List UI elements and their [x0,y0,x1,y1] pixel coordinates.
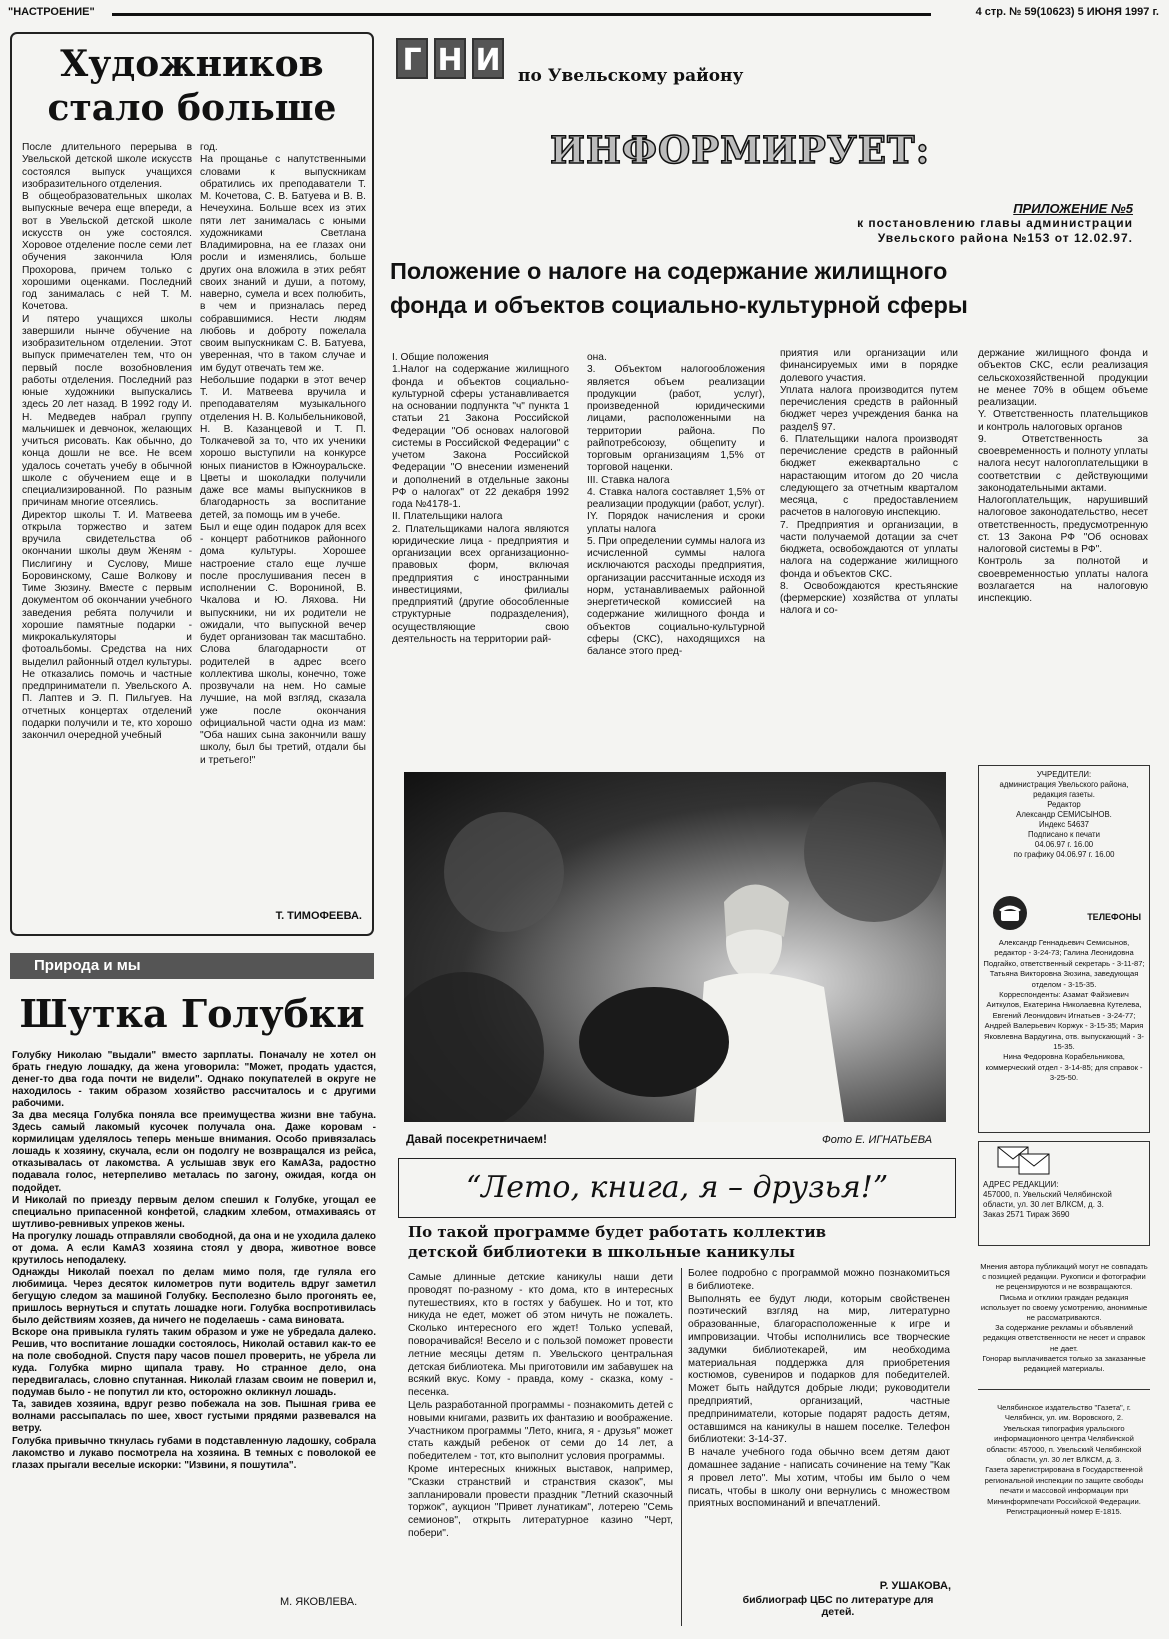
photo-hair [724,885,789,938]
phone-icon [993,896,1027,930]
nature-author: М. ЯКОВЛЕВА. [280,1596,358,1608]
newspaper-name: "НАСТРОЕНИЕ" [8,6,95,18]
artists-column-1: После длительного перерыва в Увельской детской школе искусств состоялся выпуск учащихся изобразительного отделения. В общеобразовательных школах выпускные вечера еще впереди, а вот в Увельской детской школе искусств он уже состоялся. Хоровое отделение после семи лет обучения закончила Юля Прохорова, причем только с хорошими оценками. Последний год занималась с ней Т. М. Кочетова. И пятеро учащихся школы завершили нынче обучение на изобразительном отделении. Этот выпуск примечателен тем, что он первый после возобновления работы отделения. Последний раз юные художники выпускались здесь 20 лет назад. В 1992 году И. Н. Медведев набрал группу мальчишек и девчонок, желающих учиться рисовать. Как обычно, до конца дошли не все. Не всем удалось сочетать учебу в обычной школе с обучением еще и в специализированной. По разным причинам многие отсеялись. Директор школы Т. И. Матвеева открыла торжество и затем вручила свидетельства об окончании школы двум Женям - Пислигину и Суслову, Мише Боровинскому, Саше Волкову и Тиме Зюзину. Вместе с первым документом об окончании учебного заведения ребята получили и хорошие памятные подарки - микрокалькуляторы и фотоальбомы. Средства на них выделил районный отдел культуры. Не отказались помочь и частные предприниматели п. Увельского А. П. Лаптев и Э. П. Пильгуев. На отчетных концертах отделений подарки получили и те, кто хорошо закончил очередной учебный [22,142,192,741]
phones-label: ТЕЛЕФОНЫ [1087,912,1141,922]
policy-text: Мнения автора публикаций могут не совпадать с позицией редакции. Рукописи и фотографии не рецензируются и не возвращаются. Письма и отклики граждан редакция использует по своему усмотрению, анонимные не рассматриваются. За содержание рекламы и объявлений редакция ответственности не несет и справок не дает. Гонорар выплачивается только за заказанные редакцией материалы. [980,1262,1148,1374]
appendix-label: ПРИЛОЖЕНИЕ №5 [1013,201,1133,216]
nature-body: Голубку Николаю "выдали" вместо зарплаты. Поначалу не хотел он брать гнедую лошадку, да жена уговорила: "Может, продать удастся, денег-то два года почти не видели". Однако покупателей в округе не находилось - таким образом хозяйство рассчиталось и с другими рабочими. За два месяца Голубка поняла все преимущества жизни вне табуна. Здесь самый лакомый кусочек получала она. Даже коровам - кормилицам уделялось теперь меньше внимания. Особо привязалась лошадь к хозяину, скучала, если он подолгу не возвращался из рейса, отказывалась от лакомства. А услышав звук его КамАЗа, радостно подавала голос, нетерпеливо металась по загону, ожидая, когда он подойдет. И Николай по приезду первым делом спешил к Голубке, угощал ее специально припасенной конфетой, сладким хлебом, отмахиваясь от шутливо-ревнивых упреков жены. На прогулку лошадь отправляли свободной, да она и не уходила далеко от дома. А если КамАЗ хозяина стоял у двора, животное вовсе крутилось неподалеку. Однажды Николай поехал по делам мимо поля, где гуляла его любимица. Через десяток километров пути водитель вдруг заметил бегущую следом за машиной Голубку. Бесполезно было прогонять ее, пришлось вернуться и спутать лошадке ноги. Голубка воспротивилась было действиям хозяев, да ничего не поделаешь - сама виновата. Вскоре она привыкла гулять таким образом и уже не убредала далеко. Решив, что воспитание лошадки состоялось, Николай оставил как-то ее на поле свободной. Спустя пару часов пошел проверить, не убрела ли куда. Голубка мирно щипала траву. Но странное дело, она передвигалась, словно спутанная. Николай глазам своим не поверил и, подумав было - не попутил ли кто, осторожно окликнул лошадь. Та, завидев хозяина, вдруг резво побежала на зов. Пышная грива ее волнами рассыпалась по шее, хвост густыми прядями развевался на ветру. Голубка привычно ткнулась губами в подставленную ладошку, собрала лакомство и лукаво посмотрела на хозяина. В темных с поволокой ее глазах прыгали веселые искорки: "Извини, я пошутила". [12,1050,376,1471]
photo-illustration [404,772,946,1122]
artists-column-2: год. На прощанье с напутственными словами к выпускникам обратились их преподаватели Т. М. Кочетова, С. В. Батуева и В. В. Нечеухина. Больше всех из этих пяти лет занималась с юными художниками Светлана Владимировна, на ее глазах они росли и изменялись, больше других она вложила в этих ребят своих знаний и души, а потому, наверно, сумела и всех полюбить, в чем и призналась перед собравшимися. Нести людям любовь и доброту пожелала своим выпускникам С. В. Батуева, уверенная, что в таком случае и им будут отвечать тем же. Небольшие подарки в этот вечер Т. И. Матвеева вручила и преподавателям музыкального отделения Н. В. Колыбельниковой, Н. В. Казанцевой и Т. П. Толкачевой за то, что их ученики хорошо выступили на конкурсе юных пианистов в Южноуральске. Цветы и шоколадки получили даже все мамы выпускников в благодарность за воспитание детей, за помощь им в учебе. Был и еще один подарок для всех - концерт работников районного дома культуры. Хорошее настроение стало еще лучше после прослушивания песен в исполнении С. Ворониной, В. Чкалова и Ю. Ляхова. Ни выпускники, ни их родители не ожидали, что выпускной вечер будет организован так масштабно. Слова благодарности от родителей в адрес всего коллектива школы, конечно, тоже прозвучали на нем. Но самые лучшие, на мой взгляд, сказала уже после окончания официальной части одна из мам: "Оба наших сына закончили вашу школу, был бы третий, отдали бы и третьего!" [200,142,366,766]
artists-title: Художников стало больше [47,43,337,129]
founders-text: УЧРЕДИТЕЛИ: администрация Увельского района, редакция газеты. Редактор Александр СЕМИСЫНОВ. Индекс 54637 Подписано к печати 04.06.97 г. 16.00 по графику 04.06.97 г. 16.00 [999,770,1129,859]
regulation-column-1: I. Общие положения 1.Налог на содержание жилищного фонда и объектов социально-культурной сферы устанавливается на основании подпункта "ч" пункта 1 статьи 21 Закона Российской Федерации "Об основах налоговой системы в Российской Федерации" с учетом Закона Российской Федерации "О внесении изменений и дополнений в отдельные законы РФ о налогах" от 22 декабря 1992 года №4178-1. II. Плательщики налога 2. Плательщиками налога являются юридические лица - предприятия и организации всех организационно-правовых форм, включая предприятия с иностранными инвестициями, филиалы предприятий (другие обособленные структурные подразделения), осуществляющие свою деятельность на территории рай- [392,352,569,645]
photo-dog [579,987,729,1097]
regulation-column-2: она. 3. Объектом налогообложения является объем реализации продукции (работ, услуг), произведенной юридическими лицами, расположенными на территории района. По райпотребсоюзу, общепиту и торговым организациям 1,5% от торговой наценки. III. Ставка налога 4. Ставка налога составляет 1,5% от реализации продукции (работ, услуг). IY. Порядок начисления и сроки уплаты налога 5. При определении суммы налога из исчисленной суммы налога исключаются расходы предприятия, организации рассчитанные исходя из норм, устанавливаемых районной энергетической комиссией на содержание жилищного фонда и объектов социально-культурной сферы (СКС), находящихся на балансе этого пред- [587,352,765,657]
founders-box [978,765,1150,1133]
issue-info: 4 стр. № 59(10623) 5 ИЮНЯ 1997 г. [975,6,1159,18]
photo-girl-with-dog [404,772,946,1122]
artists-article [10,32,374,936]
gni-letter-g: Г [396,38,428,79]
envelope-icon [997,1146,1053,1176]
artists-author: Т. ТИМОФЕЕВА. [275,910,362,922]
nature-title: Шутка Голубки [19,991,365,1036]
address-text: АДРЕС РЕДАКЦИИ: 457000, п. Увельский Челябинской области, ул. 30 лет ВЛКСМ, д. 3. Заказ 2571 Тираж 3690 [983,1180,1112,1219]
header-rule [112,13,931,16]
rubric-bar: Природа и мы [10,953,374,979]
library-author: Р. УШАКОВА, [879,1580,951,1592]
library-title: “Лето, книга, я – друзья!” [465,1170,889,1205]
library-author-role: библиограф ЦБС по литературе для детей. [742,1594,934,1618]
regulation-column-4: держание жилищного фонда и объектов СКС, если реализация сельскохозяйственной продукции не менее 70% в общем объеме реализации. Y. Ответственность плательщиков и контроль налоговых органов 9. Ответственность за своевременность и полноту уплаты налога несут налогоплательщики в соответствии с действующими законодательными актами. Налогоплательщик, нарушивший налоговое законодательство, несет ответственность, предусмотренную ст. 13 Закона РФ "Об основах налоговой системы в РФ". Контроль за полнотой и своевременностью уплаты налога возлагается на налоговую инспекцию. [978,348,1148,604]
imprint-rule [978,1389,1150,1390]
library-column-2: Более подробно с программой можно познакомиться в библиотеке. Выполнять ее будут люди, которым свойственен поэтический взгляд на мир, литературно образованные, благорасположенные к игре и импровизации. Чтобы исполнились все творческие задумки библиотекарей, им необходима материальная поддержка для приобретения костюмов, сувениров и подарков для победителей. Может быть найдутся добрые люди; руководители предприятий, организаций, частные предприниматели, которые подарят радость детям, оставшимся на каникулы в нашем поселке. Телефон библиотеки: 3-14-37. В начале учебного года обычно всем детям дают домашнее задание - написать сочинение на тему "Как я провел лето". Мы хотим, чтобы им было о чем писать, чтобы в школу они вернулись с множеством приятных воспоминаний и впечатлений. [688,1268,950,1510]
printing-text: Челябинское издательство "Газета", г. Челябинск, ул. им. Воровского, 2. Увельская типография уральского информационного центра Челябинской области: 457000, п. Увельский Челябинской области, ул. 30 лет ВЛКСМ, д. 3. Газета зарегистрирована в Государственной региональной инспекции по защите свободы печати и массовой информации при Мининформпечати Российской Федерации. Регистрационный номер Е-1815. [984,1403,1144,1517]
photo-caption: Давай посекретничаем! [406,1132,547,1146]
photo-credit: Фото Е. ИГНАТЬЕВА [822,1134,933,1146]
gni-letter-n: Н [434,38,466,79]
regulation-column-3: приятия или организации или финансируемых ими в порядке долевого участия. Уплата налога производится путем перечисления средств в районный бюджет через учреждения банка на раздел§ 97. 6. Плательщики налога производят перечисление средств в районный бюджет ежеквартально с нарастающим итогом до 20 числа следующего за отчетным кварталом месяца, с предоставлением расчетов в налоговую инспекцию. 7. Предприятия и организации, в части получаемой дотации за счет бюджета, освобождаются от уплаты налога на содержание жилищного фонда и объектов СКС. 8. Освобождаются крестьянские (фермерские) хозяйства от уплаты налога и со- [780,348,958,617]
gni-logo [396,38,504,79]
regulation-title: Положение о налоге на содержание жилищного фонда и объектов социально-культурной сферы [390,258,968,318]
gni-district: по Увельскому району [518,66,744,86]
library-subtitle: По такой программе будет работать коллектив детской библиотеки в школьные каникулы [408,1223,827,1261]
gni-informs: ИНФОРМИРУЕТ: [550,128,931,172]
library-title-box [398,1158,956,1218]
phones-text: Александр Геннадьевич Семисынов, редактор - 3-24-73; Галина Леонидовна Подгайко, ответственный секретарь - 3-11-87; Татьяна Викторовна Зюзина, заведующая отделом - 3-15-35. Корреспонденты: Азамат Файзиевич Аиткулов, Екатерина Николаевна Кутелева, Евгений Леонидович Игнатьев - 3-24-77; Андрей Валерьевич Коржук - 3-15-35; Мария Яковлевна Вардугина, отв. выпускающий - 3-15-35. Нина Федоровна Корабельникова, коммерческий отдел - 3-14-85; для справок - 3-25-50. [983,938,1145,1083]
gni-letter-i: И [472,38,504,79]
address-box [978,1141,1150,1246]
library-column-1: Самые длинные детские каникулы наши дети проводят по-разному - кто дома, кто в интересных путешествиях, кто в гостях у бабушек. Но и тот, кто никуда не едет, может об этом ничуть не пожалеть. Сколько интересного его ждет! Только успевай, поворачивайся! Весело и с пользой поможет провести летние месяцы детям п. Увельского центральная детская библиотека. Мы приготовили им забавушек на всякий вкус. Кому - правда, кому - сказка, кому - песенка. Цель разработанной программы - познакомить детей с новыми книгами, развить их фантазию и воображение. Участником программы "Лето, книга, я - друзья" может стать каждый ребенок от семи до 14 лет, а победителем - тот, кто выполнит условия программы. Кроме интересных книжных выставок, например, "Сказки странствий и странствия сказок", мы запланировали провести праздник "Летний сказочный торжок", аукцион "Привет лунатикам", лотерею "Семь семионов", открыть литературное казино "Черт, побери". [408,1272,673,1539]
resolution-ref: к постановлению главы администрации Увельского района №153 от 12.02.97. [857,216,1133,245]
library-column-divider [681,1268,682,1626]
